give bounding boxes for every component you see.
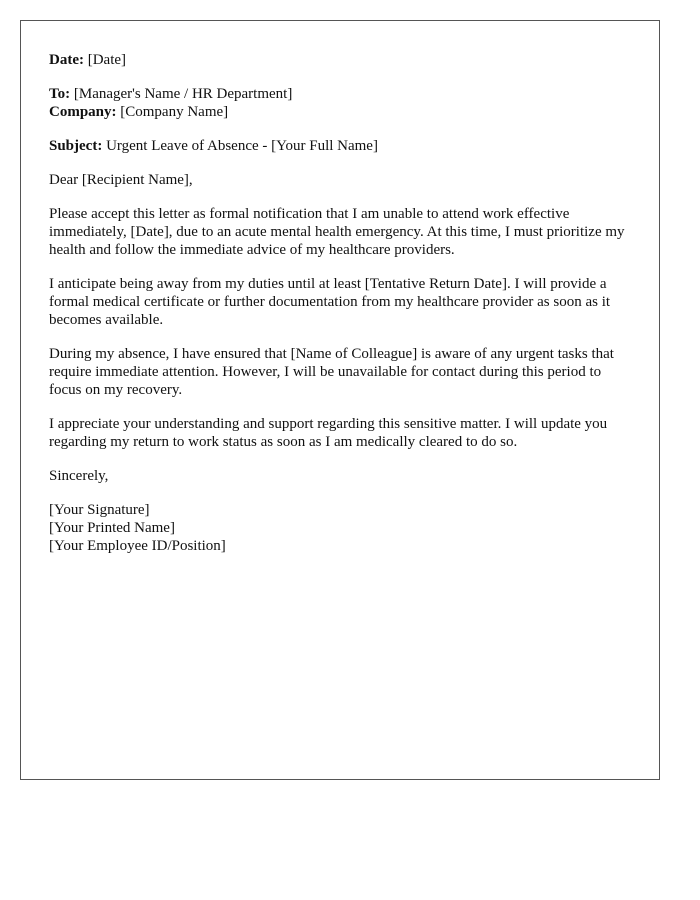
date-value: [Date] — [87, 52, 127, 68]
body-paragraph: During my absence, I have ensured that [Name of Colleague] is aware of any urgent tasks that require immediate attention. However, I will be unavailable for contact during this period to focus on my recovery. — [49, 346, 614, 398]
date-label: Date: — [49, 52, 84, 68]
to-value: [Manager's Name / HR Department] — [73, 86, 293, 102]
subject-line — [49, 137, 631, 155]
salutation: Dear [Recipient Name], — [49, 172, 193, 188]
to-label: To: — [49, 86, 71, 102]
employee-id-line: [Your Employee ID/Position] — [49, 538, 226, 554]
body-paragraph: Please accept this letter as formal notification that I am unable to attend work effective immediately, [Date], due to an acute mental health emergency. At this time, I must prioritize my health and follow the immediate advice of my healthcare providers. — [49, 206, 625, 258]
date-line — [49, 51, 631, 69]
subject-label: Subject: — [49, 138, 103, 154]
to-line — [49, 85, 631, 103]
body-paragraph: I appreciate your understanding and support regarding this sensitive matter. I will update you regarding my return to work status as soon as I am medically cleared to do so. — [49, 416, 608, 450]
company-line — [49, 103, 631, 121]
subject-value: Urgent Leave of Absence - [Your Full Name] — [106, 138, 378, 154]
closing: Sincerely, — [49, 468, 109, 484]
printed-name-line: [Your Printed Name] — [49, 520, 175, 536]
company-label: Company: — [49, 104, 117, 120]
letter-document — [20, 20, 660, 780]
recipient-block — [49, 85, 631, 121]
company-value: [Company Name] — [120, 104, 229, 120]
body-paragraph: I anticipate being away from my duties until at least [Tentative Return Date]. I will provide a formal medical certificate or further documentation from my healthcare provider as soon as it becomes available. — [49, 276, 611, 328]
signature-block — [49, 501, 631, 555]
signature-line: [Your Signature] — [49, 502, 150, 518]
